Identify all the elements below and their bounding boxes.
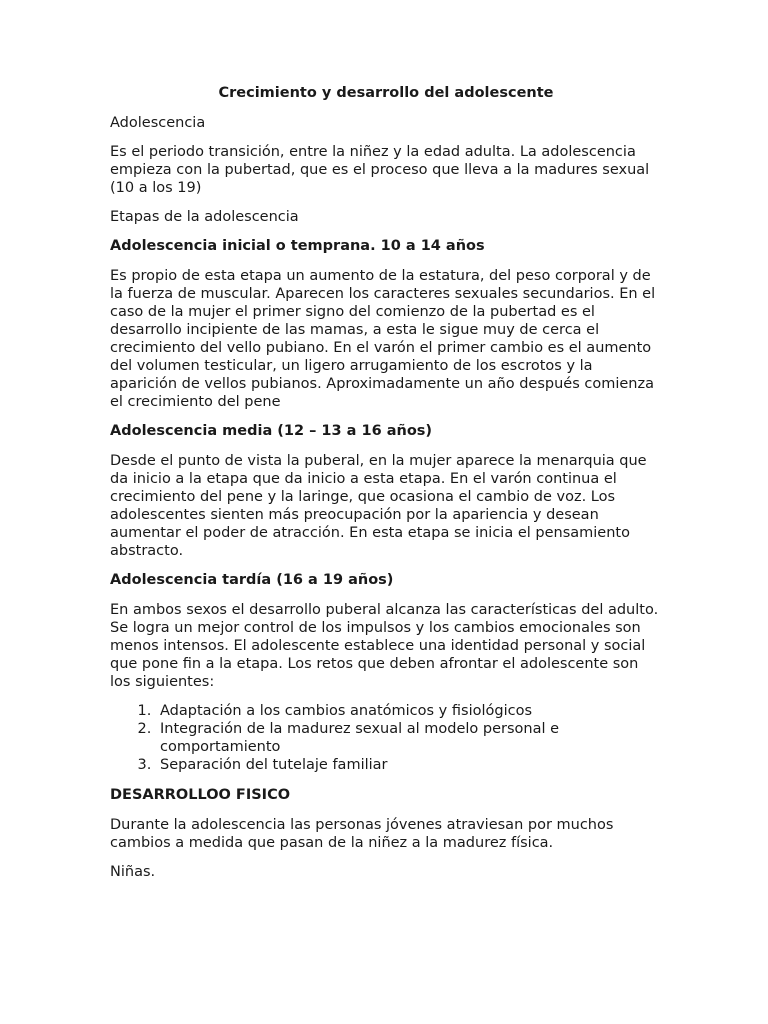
paragraph-physical-development: Durante la adolescencia las personas jóvenes atraviesan por muchos cambios a medida que pasan de la niñez a la madurez física. [110,817,614,851]
challenges-list [110,702,662,774]
section-label-adolescencia: Adolescencia [110,115,206,131]
document-title: Crecimiento y desarrollo del adolescente [218,85,554,101]
document-page [110,84,662,892]
heading-stage-middle: Adolescencia media (12 – 13 a 16 años) [110,423,433,439]
paragraph-stage-early: Es propio de esta etapa un aumento de la estatura, del peso corporal y de la fuerza de muscular. Aparecen los caracteres sexuales secundarios. En el caso de la mujer el primer signo del comienzo de la pubertad es el desarrollo incipiente de las mamas, a esta le sigue muy de cerca el crecimiento del vello pubiano. En el varón el primer cambio es el aumento del volumen testicular, un ligero arrugamiento de los escrotos y la aparición de vellos pubianos. Aproximadamente un año después comienza el crecimiento del pene [110,268,656,410]
paragraph-definition: Es el periodo transición, entre la niñez y la edad adulta. La adolescencia empieza con la pubertad, que es el proceso que lleva a la madures sexual (10 a los 19) [110,144,650,196]
paragraph-stage-late: En ambos sexos el desarrollo puberal alcanza las características del adulto. Se logra un mejor control de los impulsos y los cambios emocionales son menos intensos. El adolescente establece una identidad personal y social que pone fin a la etapa. Los retos que deben afrontar el adolescente son los siguientes: [110,602,659,690]
section-label-girls: Niñas. [110,864,156,880]
list-item: 1. Adaptación a los cambios anatómicos y fisiológicos [156,702,662,720]
heading-stage-early: Adolescencia inicial o temprana. 10 a 14 años [110,238,485,254]
paragraph-stage-middle: Desde el punto de vista la puberal, en la mujer aparece la menarquia que da inicio a la etapa que da inicio a esta etapa. En el varón continua el crecimiento del pene y la laringe, que ocasiona el cambio de voz. Los adolescentes sienten más preocupación por la apariencia y desean aumentar el poder de atracción. En esta etapa se inicia el pensamiento abstracto. [110,453,647,559]
heading-stage-late: Adolescencia tardía (16 a 19 años) [110,572,394,588]
list-item: 3. Separación del tutelaje familiar [156,756,662,774]
heading-physical-development: DESARROLLOO FISICO [110,787,291,803]
section-label-etapas: Etapas de la adolescencia [110,209,299,225]
list-item: 2. Integración de la madurez sexual al modelo personal e comportamiento [156,720,662,756]
